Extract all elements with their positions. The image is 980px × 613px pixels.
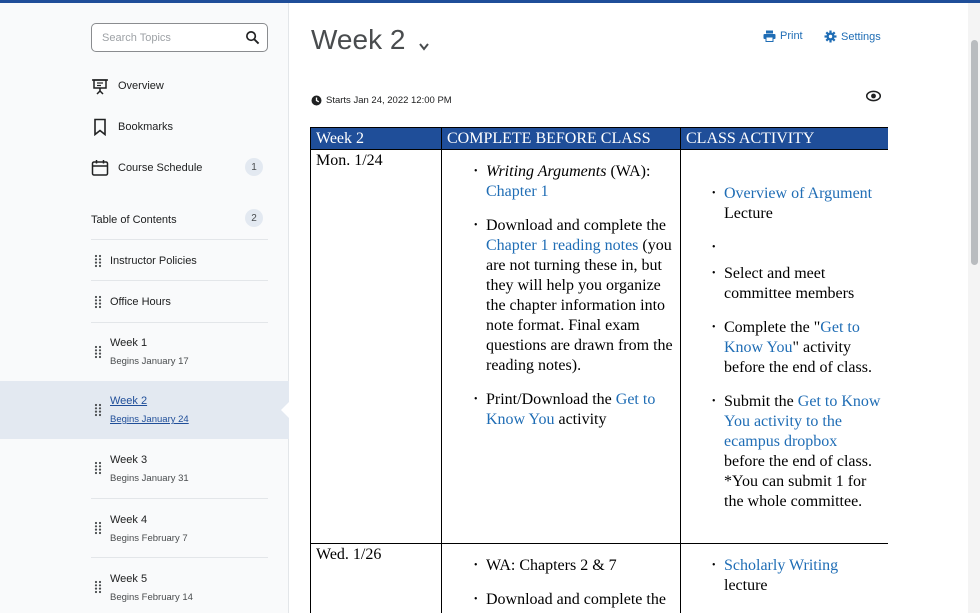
chevron-down-icon[interactable] xyxy=(418,42,430,52)
item-text: (you are not turning these in, but they will help you organize the chapter information into note format. Final exam questions are drawn from the reading notes). xyxy=(486,237,673,374)
toc-item-date: Begins February 14 xyxy=(110,592,193,603)
toc-item-week-4[interactable] xyxy=(91,498,268,556)
list-item xyxy=(486,556,674,576)
bookmark-icon xyxy=(91,118,109,136)
column-header: Week 2 xyxy=(311,128,442,150)
item-text: WA: Chapters 2 & 7 xyxy=(486,557,617,574)
toc-item-office-hours[interactable] xyxy=(91,280,268,322)
toc-item-instructor-policies[interactable] xyxy=(91,239,268,281)
eye-icon[interactable] xyxy=(866,90,881,102)
toc-item-week-1[interactable] xyxy=(91,322,268,380)
list-item xyxy=(486,162,674,202)
item-text: Submit the xyxy=(724,393,798,410)
drag-handle-icon[interactable] xyxy=(94,403,102,417)
search-box[interactable] xyxy=(91,23,268,52)
list-item xyxy=(724,556,882,596)
item-text: Print/Download the xyxy=(486,391,616,408)
item-text: activity xyxy=(554,411,607,428)
list-item xyxy=(724,184,882,224)
item-text: Lecture xyxy=(724,205,773,222)
schedule-table-container xyxy=(310,127,888,613)
toc-item-week-3[interactable] xyxy=(91,439,268,497)
class-activity-cell xyxy=(681,150,889,544)
get-to-know-you-link[interactable]: Get to Know You xyxy=(724,319,860,356)
printer-icon xyxy=(763,30,776,42)
list-item xyxy=(724,392,882,512)
toc-item-label: Week 5 xyxy=(110,573,148,585)
item-text: before the end of class. *You can submit 1 for the whole committee. xyxy=(724,453,872,510)
print-button[interactable] xyxy=(763,30,803,42)
dropbox-link[interactable]: Get to Know You activity to the ecampus dropbox xyxy=(724,393,881,450)
toc-item-label: Office Hours xyxy=(110,296,171,308)
list-item xyxy=(486,216,674,376)
drag-handle-icon[interactable] xyxy=(94,295,102,309)
search-icon[interactable] xyxy=(245,30,260,45)
list-item xyxy=(486,590,674,610)
toc-item-date[interactable]: Begins January 24 xyxy=(110,414,189,425)
emphasis-text: Writing Arguments xyxy=(486,163,607,180)
list-item xyxy=(486,390,674,430)
scholarly-writing-link[interactable]: Scholarly Writing xyxy=(724,557,839,574)
toc-item-date: Begins February 7 xyxy=(110,533,188,544)
item-text: (WA): xyxy=(606,163,651,180)
table-row xyxy=(311,150,889,544)
sidebar xyxy=(0,3,289,613)
column-header: COMPLETE BEFORE CLASS xyxy=(442,128,681,150)
nav-overview-label: Overview xyxy=(118,80,164,92)
toc-item-week-2-active[interactable] xyxy=(0,381,289,439)
get-to-know-you-link[interactable]: Get to Know You xyxy=(486,391,656,428)
toc-item-label: Week 3 xyxy=(110,454,148,466)
search-input[interactable] xyxy=(92,24,232,51)
toc-item-label: Instructor Policies xyxy=(110,255,197,267)
drag-handle-icon[interactable] xyxy=(94,254,102,268)
settings-button[interactable] xyxy=(824,30,881,43)
item-text: Download and complete the xyxy=(486,591,666,608)
course-schedule-count-badge: 1 xyxy=(245,158,263,176)
list-item xyxy=(724,318,882,378)
nav-course-schedule-label: Course Schedule xyxy=(118,162,203,174)
toc-item-date: Begins January 17 xyxy=(110,356,189,367)
drag-handle-icon[interactable] xyxy=(94,521,102,535)
before-class-cell xyxy=(442,150,681,544)
before-class-cell xyxy=(442,544,681,613)
overview-of-argument-link[interactable]: Overview of Argument xyxy=(724,185,873,202)
toc-item-week-5[interactable] xyxy=(91,557,268,613)
toc-item-date: Begins January 31 xyxy=(110,473,189,484)
table-header-row xyxy=(311,128,889,150)
clock-icon xyxy=(311,95,322,106)
class-activity-cell xyxy=(681,544,889,613)
toc-item-label: Week 4 xyxy=(110,514,148,526)
presentation-icon xyxy=(91,77,109,95)
chapter-1-link[interactable]: Chapter 1 xyxy=(486,183,549,200)
list-item xyxy=(724,264,882,304)
nav-bookmarks[interactable] xyxy=(91,115,173,139)
scrollbar-thumb[interactable] xyxy=(971,40,978,265)
schedule-table xyxy=(310,127,888,613)
nav-course-schedule[interactable] xyxy=(91,156,202,180)
nav-bookmarks-label: Bookmarks xyxy=(118,121,174,133)
toc-title[interactable]: Table of Contents xyxy=(91,214,177,226)
gear-icon xyxy=(824,30,837,43)
drag-handle-icon[interactable] xyxy=(94,345,102,359)
column-header: CLASS ACTIVITY xyxy=(681,128,889,150)
day-cell: Mon. 1/24 xyxy=(311,150,442,544)
item-text: Complete the " xyxy=(724,319,821,336)
item-text: Download and complete the xyxy=(486,217,666,234)
day-cell: Wed. 1/26 xyxy=(311,544,442,613)
drag-handle-icon[interactable] xyxy=(94,461,102,475)
active-indicator-notch xyxy=(281,402,289,418)
drag-handle-icon[interactable] xyxy=(94,580,102,594)
settings-label: Settings xyxy=(841,30,881,43)
toc-item-label: Week 1 xyxy=(110,337,148,349)
table-row xyxy=(311,544,889,613)
print-label: Print xyxy=(780,30,803,42)
item-text: " activity before the end of class. xyxy=(724,339,872,376)
reading-notes-link[interactable]: Chapter 1 reading notes xyxy=(486,237,639,254)
item-text: Select and meet committee members xyxy=(724,265,855,302)
start-date xyxy=(311,95,452,106)
toc-item-label[interactable]: Week 2 xyxy=(110,395,148,407)
calendar-icon xyxy=(91,159,109,177)
spacer xyxy=(724,238,882,264)
item-text: lecture xyxy=(724,577,768,594)
toc-count-badge: 2 xyxy=(245,209,263,227)
start-date-text: Starts Jan 24, 2022 12:00 PM xyxy=(326,95,452,106)
nav-overview[interactable] xyxy=(91,74,164,98)
page-title: Week 2 xyxy=(311,24,406,55)
